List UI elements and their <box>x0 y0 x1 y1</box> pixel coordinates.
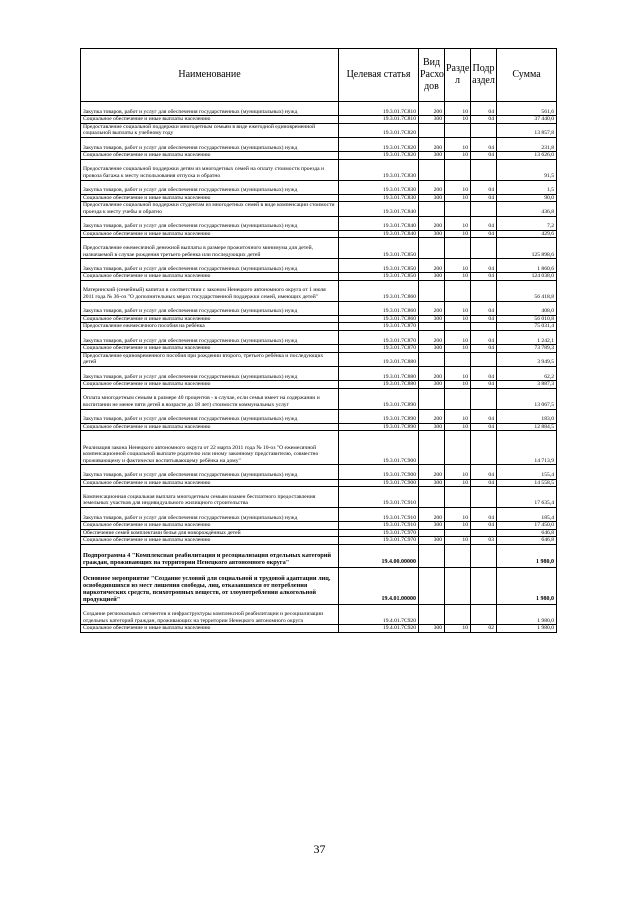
table-row <box>81 409 557 423</box>
row-target-code: 19.3.01.7С970 <box>339 537 419 545</box>
row-sum: 73 789,3 <box>497 345 557 353</box>
row-section <box>445 202 471 216</box>
row-section: 10 <box>445 259 471 273</box>
row-target-code: 19.3.01.7С880 <box>339 381 419 389</box>
table-row <box>81 216 557 230</box>
row-target-code: 19.3.01.7С830 <box>339 194 419 202</box>
table-row <box>81 604 557 625</box>
row-target-code: 19.3.01.7С860 <box>339 315 419 323</box>
row-name: Социальное обеспечение и иные выплаты населению <box>81 152 339 160</box>
table-row <box>81 280 557 301</box>
row-target-code: 19.4.00.00000 <box>339 544 419 567</box>
row-section: 10 <box>445 423 471 431</box>
row-name: Закупка товаров, работ и услуг для обеспечения государственных (муниципальных) нужд <box>81 216 339 230</box>
header-section: Разде л <box>445 49 471 102</box>
row-sum: 429,6 <box>497 230 557 238</box>
table-row <box>81 238 557 259</box>
row-section: 10 <box>445 625 471 633</box>
row-subsection: 04 <box>471 301 497 315</box>
row-section: 10 <box>445 522 471 530</box>
table-row <box>81 423 557 431</box>
row-subsection <box>471 544 497 567</box>
row-expense-type: 300 <box>419 273 445 281</box>
row-expense-type: 200 <box>419 180 445 194</box>
row-target-code: 19.3.01.7С810 <box>339 102 419 116</box>
row-section <box>445 529 471 537</box>
row-subsection: 04 <box>471 102 497 116</box>
row-expense-type <box>419 202 445 216</box>
row-expense-type: 300 <box>419 345 445 353</box>
row-name: Закупка товаров, работ и услуг для обеспечения государственных (муниципальных) нужд <box>81 301 339 315</box>
row-expense-type: 300 <box>419 194 445 202</box>
row-section: 10 <box>445 381 471 389</box>
row-name: Социальное обеспечение и иные выплаты населению <box>81 537 339 545</box>
row-sum: 3 887,3 <box>497 381 557 389</box>
row-name: Закупка товаров, работ и услуг для обеспечения государственных (муниципальных) нужд <box>81 331 339 345</box>
header-row <box>81 49 557 102</box>
row-target-code: 19.3.01.7С850 <box>339 259 419 273</box>
row-name: Предоставление социальной поддержки многодетным семьям в виде ежегодной единовременной социальной выплаты к учебному году <box>81 123 339 137</box>
row-expense-type: 200 <box>419 367 445 381</box>
row-expense-type <box>419 159 445 180</box>
row-section: 10 <box>445 152 471 160</box>
row-expense-type: 300 <box>419 522 445 530</box>
table-row <box>81 180 557 194</box>
row-sum: 14 713,9 <box>497 431 557 465</box>
row-expense-type: 200 <box>419 102 445 116</box>
row-target-code: 19.3.01.7С840 <box>339 216 419 230</box>
row-expense-type <box>419 323 445 331</box>
row-subsection <box>471 159 497 180</box>
row-section <box>445 487 471 508</box>
row-subsection: 04 <box>471 507 497 521</box>
row-subsection <box>471 352 497 366</box>
table-row <box>81 381 557 389</box>
row-sum: 37 440,0 <box>497 116 557 124</box>
table-row <box>81 194 557 202</box>
row-expense-type: 200 <box>419 301 445 315</box>
row-name: Социальное обеспечение и иные выплаты населению <box>81 230 339 238</box>
row-target-code: 19.3.01.7С910 <box>339 507 419 521</box>
row-name: Предоставление социальной поддержки детям из многодетных семей на оплату стоимости проезда и провоза багажа к месту использования отпуска и обратно <box>81 159 339 180</box>
row-sum: 1 980,0 <box>497 625 557 633</box>
row-expense-type: 300 <box>419 116 445 124</box>
row-section <box>445 567 471 604</box>
row-section: 10 <box>445 230 471 238</box>
row-name: Закупка товаров, работ и услуг для обеспечения государственных (муниципальных) нужд <box>81 367 339 381</box>
row-expense-type <box>419 280 445 301</box>
table-row <box>81 487 557 508</box>
row-expense-type: 200 <box>419 259 445 273</box>
budget-table <box>80 48 557 633</box>
table-row <box>81 323 557 331</box>
row-sum: 1 860,6 <box>497 259 557 273</box>
row-name: Социальное обеспечение и иные выплаты населению <box>81 345 339 353</box>
table-row <box>81 567 557 604</box>
row-name: Предоставление социальной поддержки студентам из многодетных семей в виде компенсации стоимости проезда к месту учебы и обратно <box>81 202 339 216</box>
table-row <box>81 345 557 353</box>
row-sum: 183,0 <box>497 409 557 423</box>
row-subsection: 04 <box>471 345 497 353</box>
row-sum: 13 067,5 <box>497 388 557 409</box>
row-name: Закупка товаров, работ и услуг для обеспечения государственных (муниципальных) нужд <box>81 137 339 151</box>
header-expense-type: Вид Расхо дов <box>419 49 445 102</box>
row-name: Социальное обеспечение и иные выплаты населению <box>81 479 339 487</box>
row-sum: 91,5 <box>497 159 557 180</box>
row-subsection <box>471 280 497 301</box>
row-sum: 13 626,0 <box>497 152 557 160</box>
row-name: Предоставление единовременного пособия при рождении второго, третьего ребёнка и последующих детей <box>81 352 339 366</box>
table-row <box>81 259 557 273</box>
row-section: 10 <box>445 137 471 151</box>
row-sum: 75 031,4 <box>497 323 557 331</box>
row-target-code: 19.3.01.7С910 <box>339 522 419 530</box>
row-target-code: 19.3.01.7С870 <box>339 345 419 353</box>
table-row <box>81 465 557 479</box>
row-expense-type <box>419 431 445 465</box>
row-subsection: 04 <box>471 180 497 194</box>
row-expense-type <box>419 352 445 366</box>
row-name: Создание региональных сегментов и инфраструктуры комплексной реабилитации и ресоциализации отдельных категорий граждан, проживающих на территории Ненецкого автономного округа <box>81 604 339 625</box>
row-subsection: 04 <box>471 116 497 124</box>
row-subsection: 04 <box>471 273 497 281</box>
row-section <box>445 123 471 137</box>
table-row <box>81 102 557 116</box>
row-subsection <box>471 529 497 537</box>
table-row <box>81 544 557 567</box>
row-target-code: 19.3.01.7С890 <box>339 423 419 431</box>
row-section: 10 <box>445 331 471 345</box>
header-name: Наименование <box>81 49 339 102</box>
row-target-code: 19.3.01.7С900 <box>339 431 419 465</box>
row-sum: 12 884,5 <box>497 423 557 431</box>
row-target-code: 19.4.01.7С920 <box>339 604 419 625</box>
row-target-code: 19.3.01.7С890 <box>339 388 419 409</box>
row-subsection: 04 <box>471 216 497 230</box>
row-name: Социальное обеспечение и иные выплаты населению <box>81 194 339 202</box>
row-section: 10 <box>445 301 471 315</box>
row-section: 10 <box>445 116 471 124</box>
row-sum: 185,4 <box>497 507 557 521</box>
table-row <box>81 431 557 465</box>
row-subsection: 02 <box>471 625 497 633</box>
row-sum: 124 038,0 <box>497 273 557 281</box>
row-target-code: 19.3.01.7С900 <box>339 465 419 479</box>
row-subsection: 04 <box>471 381 497 389</box>
row-name: Оплата многодетным семьям в размере 40 процентов - в случае, если семья имеет на содержании и воспитании не менее пяти детей в возрасте до 18 лет) стоимости коммунальных услуг <box>81 388 339 409</box>
row-subsection: 04 <box>471 522 497 530</box>
table-row <box>81 479 557 487</box>
table-row <box>81 388 557 409</box>
row-name: Социальное обеспечение и иные выплаты населению <box>81 273 339 281</box>
row-target-code: 19.3.01.7С830 <box>339 159 419 180</box>
row-expense-type: 300 <box>419 479 445 487</box>
table-row <box>81 137 557 151</box>
row-sum: 1 242,1 <box>497 331 557 345</box>
row-target-code: 19.3.01.7С830 <box>339 180 419 194</box>
row-name: Закупка товаров, работ и услуг для обеспечения государственных (муниципальных) нужд <box>81 409 339 423</box>
row-target-code: 19.3.01.7С820 <box>339 123 419 137</box>
row-subsection <box>471 323 497 331</box>
table-row <box>81 537 557 545</box>
row-name: Компенсационная социальная выплата многодетным семьям взамен бесплатного предоставления земельных участков для индивидуального жилищного строительства <box>81 487 339 508</box>
row-name: Закупка товаров, работ и услуг для обеспечения государственных (муниципальных) нужд <box>81 180 339 194</box>
row-subsection: 04 <box>471 367 497 381</box>
row-target-code: 19.3.01.7С910 <box>339 487 419 508</box>
row-sum: 1,5 <box>497 180 557 194</box>
row-section: 10 <box>445 409 471 423</box>
row-expense-type: 300 <box>419 537 445 545</box>
row-subsection: 04 <box>471 259 497 273</box>
row-subsection: 04 <box>471 465 497 479</box>
row-section: 10 <box>445 367 471 381</box>
row-section: 10 <box>445 180 471 194</box>
table-row <box>81 529 557 537</box>
row-sum: 17 635,4 <box>497 487 557 508</box>
row-subsection <box>471 431 497 465</box>
row-sum: 1 980,0 <box>497 544 557 567</box>
row-expense-type: 200 <box>419 465 445 479</box>
table-row <box>81 273 557 281</box>
row-expense-type: 300 <box>419 423 445 431</box>
row-expense-type <box>419 529 445 537</box>
row-target-code: 19.3.01.7С850 <box>339 238 419 259</box>
row-target-code: 19.3.01.7С820 <box>339 152 419 160</box>
row-section: 10 <box>445 315 471 323</box>
row-name: Социальное обеспечение и иные выплаты населению <box>81 522 339 530</box>
row-target-code: 19.3.01.7С850 <box>339 273 419 281</box>
row-subsection: 04 <box>471 152 497 160</box>
row-section <box>445 388 471 409</box>
row-target-code: 19.3.01.7С870 <box>339 323 419 331</box>
row-expense-type: 200 <box>419 409 445 423</box>
table-row <box>81 367 557 381</box>
row-subsection: 04 <box>471 315 497 323</box>
table-row <box>81 315 557 323</box>
row-expense-type <box>419 238 445 259</box>
row-subsection <box>471 604 497 625</box>
table-row <box>81 159 557 180</box>
row-name: Предоставление ежемесячного пособия на ребёнка <box>81 323 339 331</box>
row-expense-type: 300 <box>419 230 445 238</box>
table-row <box>81 352 557 366</box>
row-subsection <box>471 567 497 604</box>
row-sum: 155,4 <box>497 465 557 479</box>
row-name: Социальное обеспечение и иные выплаты населению <box>81 625 339 633</box>
row-section <box>445 431 471 465</box>
row-sum: 1 980,0 <box>497 604 557 625</box>
row-expense-type <box>419 388 445 409</box>
row-target-code: 19.3.01.7С880 <box>339 352 419 366</box>
table-row <box>81 152 557 160</box>
row-sum: 7,2 <box>497 216 557 230</box>
row-name: Закупка товаров, работ и услуг для обеспечения государственных (муниципальных) нужд <box>81 507 339 521</box>
header-target: Целевая статья <box>339 49 419 102</box>
row-expense-type: 300 <box>419 625 445 633</box>
row-name: Материнский (семейный) капитал в соответствии с законом Ненецкого автономного округа от 1 июля 2011 года № 36-оз "О дополнительных мерах государственной поддержки семей, имеющих детей" <box>81 280 339 301</box>
row-section: 10 <box>445 537 471 545</box>
row-name: Социальное обеспечение и иные выплаты населению <box>81 381 339 389</box>
row-subsection: 04 <box>471 409 497 423</box>
table-row <box>81 625 557 633</box>
table-row <box>81 331 557 345</box>
row-name: Социальное обеспечение и иные выплаты населению <box>81 116 339 124</box>
row-target-code: 19.3.01.7С880 <box>339 367 419 381</box>
row-expense-type: 200 <box>419 216 445 230</box>
row-sum: 231,8 <box>497 137 557 151</box>
table-row <box>81 123 557 137</box>
row-section <box>445 604 471 625</box>
row-subsection <box>471 487 497 508</box>
table-row <box>81 507 557 521</box>
row-sum: 3 949,5 <box>497 352 557 366</box>
row-sum: 408,0 <box>497 301 557 315</box>
row-name: Закупка товаров, работ и услуг для обеспечения государственных (муниципальных) нужд <box>81 259 339 273</box>
row-subsection <box>471 202 497 216</box>
page-number: 37 <box>313 842 326 856</box>
row-target-code: 19.3.01.7С860 <box>339 301 419 315</box>
row-sum: 13 857,8 <box>497 123 557 137</box>
row-target-code: 19.3.01.7С810 <box>339 116 419 124</box>
row-target-code: 19.3.01.7С900 <box>339 479 419 487</box>
row-section <box>445 323 471 331</box>
row-name: Закупка товаров, работ и услуг для обеспечения государственных (муниципальных) нужд <box>81 465 339 479</box>
row-sum: 1 980,0 <box>497 567 557 604</box>
row-section: 10 <box>445 194 471 202</box>
row-expense-type: 300 <box>419 152 445 160</box>
row-sum: 14 558,5 <box>497 479 557 487</box>
row-section <box>445 280 471 301</box>
row-section <box>445 544 471 567</box>
row-subsection: 04 <box>471 230 497 238</box>
row-expense-type: 300 <box>419 381 445 389</box>
row-section: 10 <box>445 273 471 281</box>
header-subsection: Подр аздел <box>471 49 497 102</box>
row-sum: 436,8 <box>497 202 557 216</box>
row-sum: 56 010,8 <box>497 315 557 323</box>
row-target-code: 19.3.01.7С870 <box>339 331 419 345</box>
row-subsection: 04 <box>471 423 497 431</box>
row-subsection: 04 <box>471 194 497 202</box>
row-target-code: 19.3.01.7С860 <box>339 280 419 301</box>
row-target-code: 19.3.01.7С970 <box>339 529 419 537</box>
row-target-code: 19.3.01.7С840 <box>339 202 419 216</box>
row-section <box>445 238 471 259</box>
table-row <box>81 116 557 124</box>
row-target-code: 19.3.01.7С840 <box>339 230 419 238</box>
header-sum: Сумма <box>497 49 557 102</box>
row-sum: 17 450,0 <box>497 522 557 530</box>
row-sum: 56 418,8 <box>497 280 557 301</box>
row-sum: 62,2 <box>497 367 557 381</box>
row-subsection <box>471 388 497 409</box>
row-section <box>445 352 471 366</box>
row-sum: 561,6 <box>497 102 557 116</box>
row-name: Социальное обеспечение и иные выплаты населению <box>81 423 339 431</box>
row-expense-type <box>419 487 445 508</box>
row-name: Предоставление ежемесячной денежной выплаты в размере прожиточного минимума для детей, назначаемой в случае рождения третьего ребенка или последующих детей <box>81 238 339 259</box>
row-section: 10 <box>445 479 471 487</box>
row-sum: 90,0 <box>497 194 557 202</box>
row-subsection <box>471 238 497 259</box>
row-name: Обеспечение семей комплектами белья для новорождённых детей <box>81 529 339 537</box>
row-section <box>445 159 471 180</box>
row-section: 10 <box>445 507 471 521</box>
row-section: 10 <box>445 102 471 116</box>
row-name: Социальное обеспечение и иные выплаты населению <box>81 315 339 323</box>
row-expense-type <box>419 567 445 604</box>
row-expense-type: 200 <box>419 137 445 151</box>
row-target-code: 19.4.01.00000 <box>339 567 419 604</box>
row-section: 10 <box>445 216 471 230</box>
row-subsection: 04 <box>471 331 497 345</box>
table-row <box>81 522 557 530</box>
row-section: 10 <box>445 345 471 353</box>
row-sum: 646,8 <box>497 537 557 545</box>
row-sum: 646,8 <box>497 529 557 537</box>
row-subsection: 03 <box>471 537 497 545</box>
row-section: 10 <box>445 465 471 479</box>
row-target-code: 19.4.01.7С920 <box>339 625 419 633</box>
row-expense-type: 200 <box>419 507 445 521</box>
row-name: Основное мероприятие "Создание условий для социальной и трудовой адаптации лиц, освободившихся из мест лишения свободы, лиц, отказавшихся от потребления наркотических средств, психотропных веществ, от злоупотребления алкогольной продукцией" <box>81 567 339 604</box>
row-target-code: 19.3.01.7С820 <box>339 137 419 151</box>
table-row <box>81 202 557 216</box>
row-name: Реализация закона Ненецкого автономного округа от 22 марта 2011 года № 10-оз "О ежемесячной компенсационной социальной выплате родителю или иному законному представителю, совместно проживающему и фактически воспитывающему ребёнка на дому" <box>81 431 339 465</box>
row-expense-type <box>419 604 445 625</box>
table-row <box>81 301 557 315</box>
table-row <box>81 230 557 238</box>
row-target-code: 19.3.01.7С890 <box>339 409 419 423</box>
row-expense-type: 200 <box>419 331 445 345</box>
row-name: Подпрограмма 4 "Комплексная реабилитация и ресоциализация отдельных категорий граждан, проживающих на территории Ненецкого автономного округа" <box>81 544 339 567</box>
row-subsection <box>471 123 497 137</box>
row-sum: 125 898,6 <box>497 238 557 259</box>
row-subsection: 04 <box>471 137 497 151</box>
row-name: Закупка товаров, работ и услуг для обеспечения государственных (муниципальных) нужд <box>81 102 339 116</box>
row-expense-type: 300 <box>419 315 445 323</box>
row-expense-type <box>419 544 445 567</box>
row-expense-type <box>419 123 445 137</box>
row-subsection: 04 <box>471 479 497 487</box>
